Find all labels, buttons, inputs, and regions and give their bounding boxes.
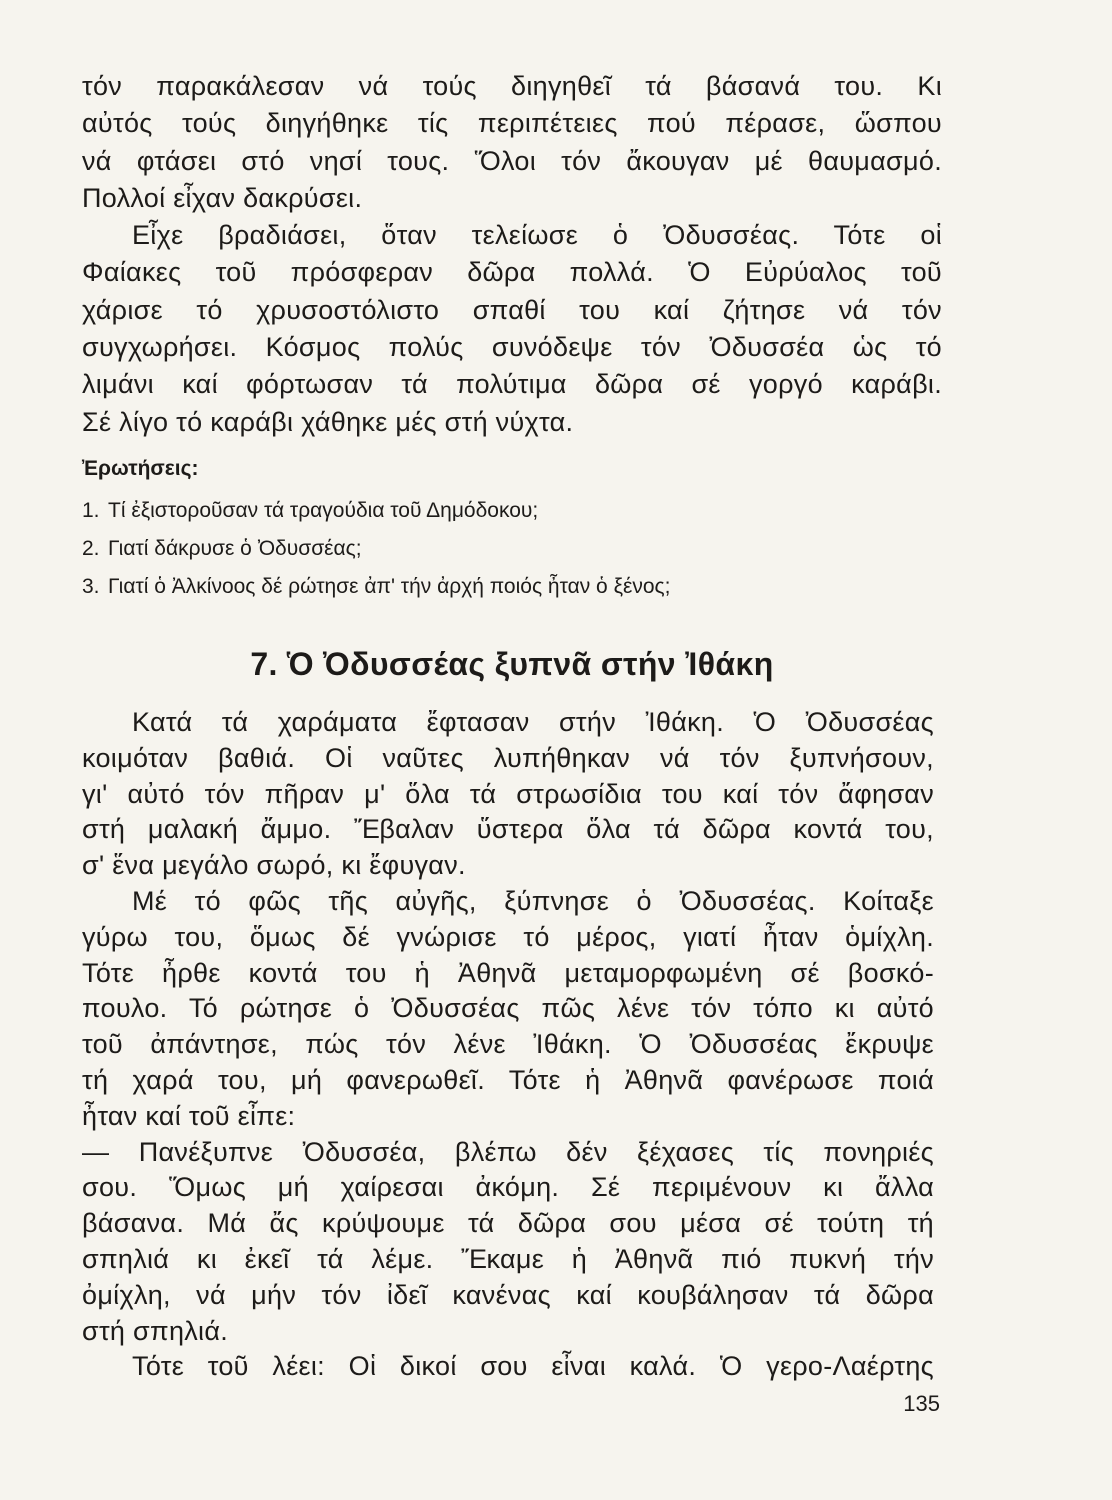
text-line: ὀμίχλη, νά μήν τόν ἰδεῖ κανένας καί κουβάλησαν τά δῶρα: [82, 1279, 934, 1310]
text-line: λιμάνι καί φόρτωσαν τά πολύτιμα δῶρα σέ γοργό καράβι.: [82, 369, 942, 400]
question-number: 3.: [82, 575, 100, 598]
text-line: στή σπηλιά.: [82, 1315, 229, 1346]
questions-section: [82, 455, 942, 611]
text-line: Πολλοί εἶχαν δακρύσει.: [82, 182, 363, 213]
intro-paragraphs: [82, 68, 942, 441]
text-line: Σέ λίγο τό καράβι χάθηκε μές στή νύχτα.: [82, 406, 574, 437]
page-number: 135: [903, 1391, 940, 1416]
question-text: Γιατί δάκρυσε ὁ Ὀδυσσέας;: [108, 537, 362, 560]
text-line: σου. Ὅμως μή χαίρεσαι ἀκόμη. Σέ περιμένουν κι ἄλλα: [82, 1172, 934, 1203]
text-line: συγχωρήσει. Κόσμος πολύς συνόδεψε τόν Ὀδυσσέα ὡς τό: [82, 332, 942, 363]
text-line: στή μαλακή ἄμμο. Ἔβαλαν ὕστερα ὅλα τά δῶρα κοντά του,: [82, 814, 934, 845]
text-line: νά φτάσει στό νησί τους. Ὅλοι τόν ἄκουγαν μέ θαυμασμό.: [82, 145, 942, 176]
text-line: σπηλιά κι ἐκεῖ τά λέμε. Ἔκαμε ἡ Ἀθηνᾶ πιό πυκνή τήν: [82, 1243, 934, 1274]
text-line: τόν παρακάλεσαν νά τούς διηγηθεῖ τά βάσανά του. Κι: [82, 71, 942, 101]
chapter-body: [82, 705, 934, 1385]
text-line: Φαίακες τοῦ πρόσφεραν δῶρα πολλά. Ὁ Εὐρύαλος τοῦ: [82, 257, 942, 288]
text-line: κοιμόταν βαθιά. Οἱ ναῦτες λυπήθηκαν νά τόν ξυπνήσουν,: [82, 742, 934, 773]
question-text: Τί ἐξιστοροῦσαν τά τραγούδια τοῦ Δημόδοκου;: [108, 499, 539, 522]
text-line: γι' αὐτό τόν πῆραν μ' ὅλα τά στρωσίδια του καί τόν ἄφησαν: [82, 778, 934, 809]
question-text: Γιατί ὁ Ἀλκίνοος δέ ρώτησε ἀπ' τήν ἀρχή ποιός ἦταν ὁ ξένος;: [108, 575, 671, 598]
text-line: σ' ἕνα μεγάλο σωρό, κι ἔφυγαν.: [82, 850, 466, 881]
text-line: ἦταν καί τοῦ εἶπε:: [82, 1100, 296, 1131]
question-item: [82, 573, 942, 601]
question-item: [82, 497, 942, 525]
text-line: γύρω του, ὅμως δέ γνώρισε τό μέρος, γιατί ἦταν ὁμίχλη.: [82, 921, 934, 952]
questions-heading: Ἐρωτήσεις:: [82, 457, 199, 480]
text-line: αὐτός τούς διηγήθηκε τίς περιπέτειες πού πέρασε, ὥσπου: [82, 108, 942, 139]
text-line: — Πανέξυπνε Ὀδυσσέα, βλέπω δέν ξέχασες τίς πονηριές: [82, 1136, 934, 1167]
question-item: [82, 535, 942, 563]
text-line: Τότε τοῦ λέει: Οἱ δικοί σου εἶναι καλά. Ὁ γερο-Λαέρτης: [132, 1351, 934, 1382]
text-line: Τότε ἦρθε κοντά του ἡ Ἀθηνᾶ μεταμορφωμένη σέ βοσκό-: [82, 957, 934, 988]
question-number: 1.: [82, 499, 100, 522]
chapter-title: 7. Ὁ Ὀδυσσέας ξυπνᾶ στήν Ἰθάκη: [250, 646, 774, 682]
text-line: βάσανα. Μά ἄς κρύψουμε τά δῶρα σου μέσα σέ τούτη τή: [82, 1208, 934, 1239]
question-number: 2.: [82, 537, 100, 560]
text-line: τοῦ ἀπάντησε, πώς τόν λένε Ἰθάκη. Ὁ Ὀδυσσέας ἔκρυψε: [82, 1029, 934, 1060]
text-line: Εἶχε βραδιάσει, ὅταν τελείωσε ὁ Ὀδυσσέας. Τότε οἱ: [132, 220, 942, 251]
text-line: χάρισε τό χρυσοστόλιστο σπαθί του καί ζήτησε νά τόν: [82, 294, 942, 325]
text-line: τή χαρά του, μή φανερωθεῖ. Τότε ἡ Ἀθηνᾶ φανέρωσε ποιά: [82, 1064, 934, 1095]
text-line: Μέ τό φῶς τῆς αὐγῆς, ξύπνησε ὁ Ὀδυσσέας. Κοίταξε: [132, 885, 934, 916]
text-line: πουλο. Τό ρώτησε ὁ Ὀδυσσέας πῶς λένε τόν τόπο κι αὐτό: [82, 993, 934, 1024]
text-line: Κατά τά χαράματα ἔφτασαν στήν Ἰθάκη. Ὁ Ὀδυσσέας: [132, 707, 934, 737]
